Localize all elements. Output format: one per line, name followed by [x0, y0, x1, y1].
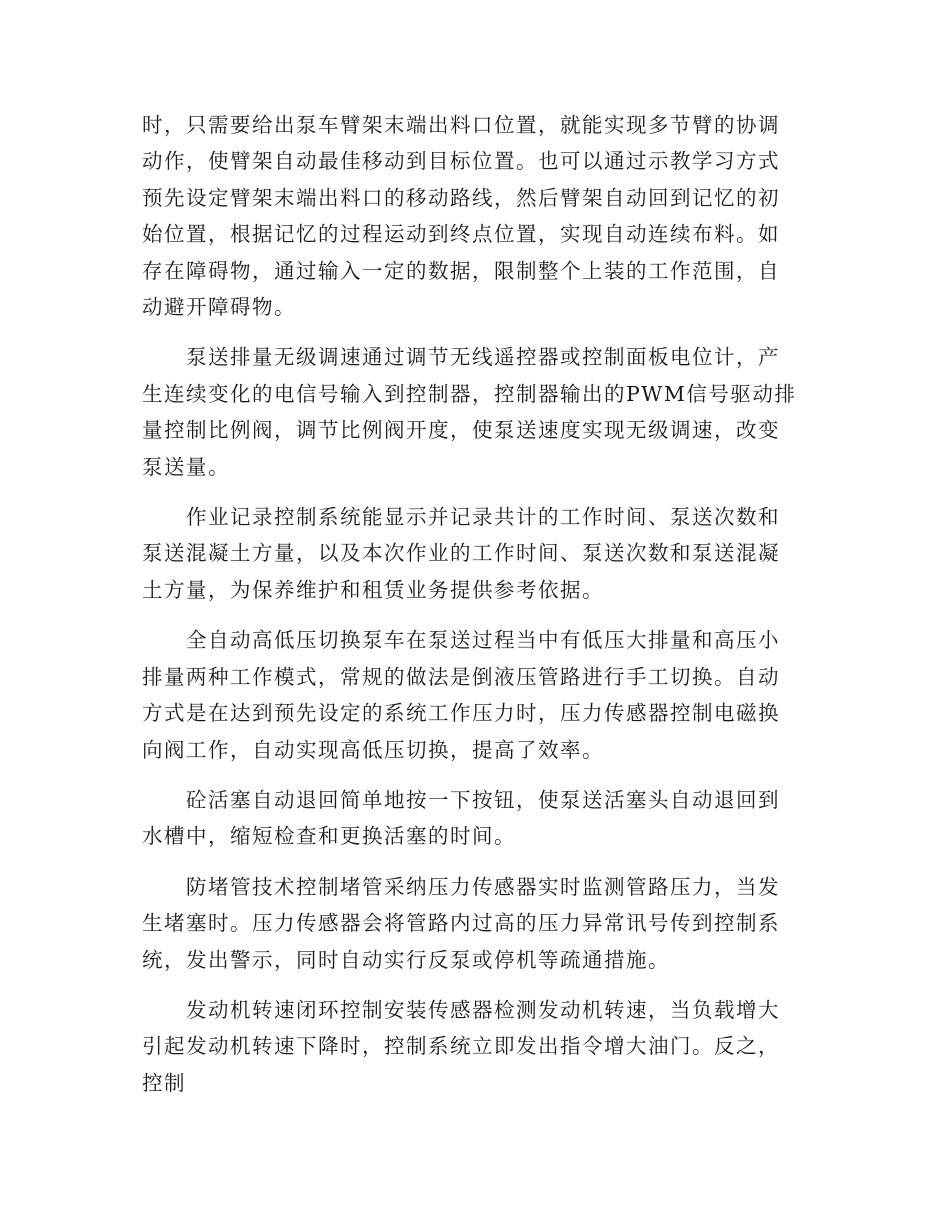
- paragraph-engine-speed-control: 发动机转速闭环控制安装传感器检测发动机转速，当负载增大引起发动机转速下降时，控制系统立即发出指令增大油门。反之，控制: [142, 997, 780, 1095]
- paragraph-continuation: 时，只需要给出泵车臂架末端出料口位置，就能实现多节臂的协调动作，使臂架自动最佳移动到目标位置。也可以通过示教学习方式预先设定臂架末端出料口的移动路线，然后臂架自动回到记忆的初始位置，根据记忆的过程运动到终点位置，实现自动连续布料。如存在障碍物，通过输入一定的数据，限制整个上装的工作范围，自动避开障碍物。: [142, 113, 780, 320]
- paragraph-anti-blockage: 防堵管技术控制堵管采纳压力传感器实时监测管路压力，当发生堵塞时。压力传感器会将管路内过高的压力异常讯号传到控制系统，发出警示，同时自动实行反泵或停机等疏通措施。: [142, 874, 780, 972]
- paragraph-pressure-switching: 全自动高低压切换泵车在泵送过程当中有低压大排量和高压小排量两种工作模式，常规的做法是倒液压管路进行手工切换。自动方式是在达到预先设定的系统工作压力时，压力传感器控制电磁换向阀工作，自动实现高低压切换，提高了效率。: [142, 628, 780, 762]
- paragraph-work-record-system: 作业记录控制系统能显示并记录共计的工作时间、泵送次数和泵送混凝土方量，以及本次作业的工作时间、泵送次数和泵送混凝土方量，为保养维护和租赁业务提供参考依据。: [142, 505, 780, 602]
- paragraph-pump-displacement-speed: 泵送排量无级调速通过调节无线遥控器或控制面板电位计，产生连续变化的电信号输入到控制器，控制器输出的PWM信号驱动排量控制比例阀，调节比例阀开度，使泵送速度实现无级调速，改变泵送量。: [142, 345, 797, 479]
- paragraph-piston-retract: 砼活塞自动退回简单地按一下按钮，使泵送活塞头自动退回到水槽中，缩短检查和更换活塞的时间。: [142, 787, 780, 849]
- document-body: [142, 107, 798, 1101]
